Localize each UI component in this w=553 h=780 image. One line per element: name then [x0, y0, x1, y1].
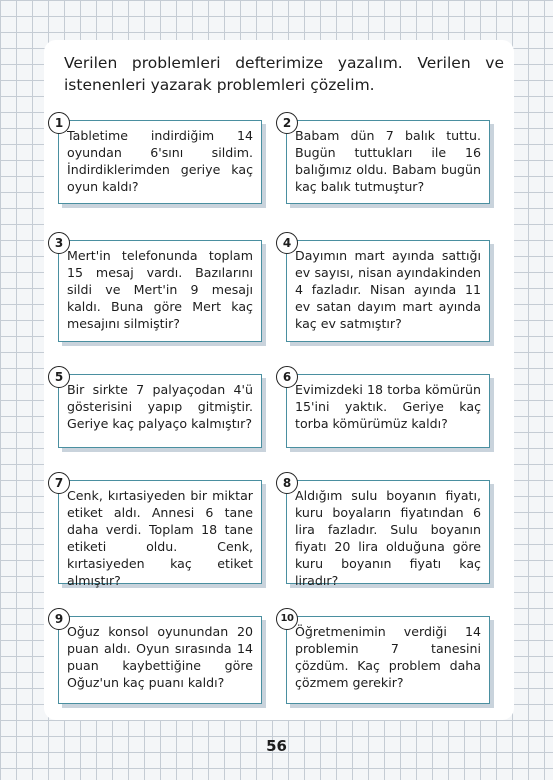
problem-text: Mert'in telefonunda toplam 15 mesaj vardı. Bazılarını sildi ve Mert'in 9 mesajı kaldı. Buna göre Mert kaç mesajını silmiştir?	[67, 248, 253, 331]
problem-text: Cenk, kırtasiyeden bir miktar etiket aldı. Annesi 6 tane daha verdi. Toplam 18 tane etiketi oldu. Cenk, kırtasiyeden kaç etiket almıştır?	[67, 488, 253, 588]
problem-text: Bir sirkte 7 palyaçodan 4'ü gösterisini yapıp gitmiştir. Geriye kaç palyaço kalmıştır?	[67, 382, 253, 431]
problem-box	[286, 374, 490, 448]
problem-box	[286, 120, 490, 204]
problem-box	[58, 120, 262, 204]
problem-number-badge: 9	[48, 608, 70, 630]
problem-number-badge: 8	[276, 472, 298, 494]
problem-box	[286, 240, 490, 342]
problem-box	[58, 480, 262, 588]
page-number: 56	[266, 737, 287, 755]
problem-card-5	[48, 366, 262, 448]
problem-number-badge: 5	[48, 366, 70, 388]
problem-card-2	[276, 112, 490, 204]
problem-number-badge: 1	[48, 112, 70, 134]
problem-number-badge: 4	[276, 232, 298, 254]
problem-card-8	[276, 472, 490, 588]
problem-number-badge: 3	[48, 232, 70, 254]
problem-text: Aldığım sulu boyanın fiyatı, kuru boyaların fiyatından 6 lira fazladır. Sulu boyanın fiyatı 20 lira olduğuna göre kuru boyanın fiyatı kaç liradır?	[295, 488, 481, 588]
problem-text: Öğretmenimin verdiği 14 problemin 7 tanesini çözdüm. Kaç problem daha çözmem gerekir?	[295, 624, 481, 690]
problem-box	[58, 374, 262, 448]
problem-box	[58, 616, 262, 704]
problem-text: Dayımın mart ayında sattığı ev sayısı, nisan ayındakinden 4 fazladır. Nisan ayında 11 ev satan dayım mart ayında kaç ev satmıştır?	[295, 248, 481, 331]
problem-card-4	[276, 232, 490, 342]
problem-card-10	[276, 608, 490, 704]
problem-number-badge: 7	[48, 472, 70, 494]
problem-card-7	[48, 472, 262, 588]
problem-card-1	[48, 112, 262, 204]
problem-card-6	[276, 366, 490, 448]
problem-number-badge: 2	[276, 112, 298, 134]
instruction-text: Verilen problemleri defterimize yazalım. Verilen ve istenenleri yazarak problemleri çözelim.	[64, 54, 504, 94]
problem-card-3	[48, 232, 262, 342]
problem-card-9	[48, 608, 262, 704]
problem-box	[286, 616, 490, 704]
problem-box	[58, 240, 262, 342]
problem-text: Oğuz konsol oyunundan 20 puan aldı. Oyun sırasında 14 puan kaybettiğine göre Oğuz'un kaç puanı kaldı?	[67, 624, 253, 690]
problem-text: Babam dün 7 balık tuttu. Bugün tuttukları ile 16 balığımız oldu. Babam bugün kaç balık tutmuştur?	[295, 128, 481, 194]
problem-number-badge: 10	[276, 608, 298, 630]
problem-number-badge: 6	[276, 366, 298, 388]
problem-text: Tabletime indirdiğim 14 oyundan 6'sını sildim. İndirdiklerimden geriye kaç oyun kaldı?	[67, 128, 253, 194]
problem-box	[286, 480, 490, 588]
problem-text: Evimizdeki 18 torba kömürün 15'ini yaktık. Geriye kaç torba kömürümüz kaldı?	[295, 382, 481, 431]
